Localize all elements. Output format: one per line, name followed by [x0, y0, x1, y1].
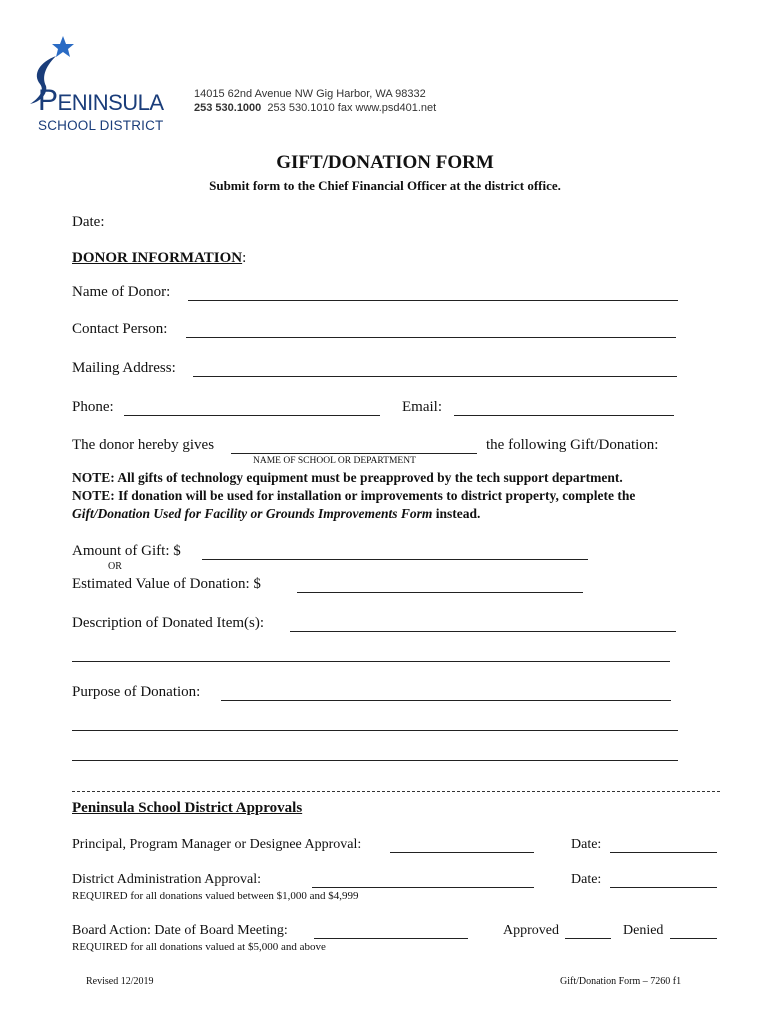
school-department-field[interactable]: [231, 453, 477, 454]
district-phone: 253 530.1000: [194, 102, 262, 114]
district-name-initial: P: [38, 84, 58, 117]
estimated-value-field[interactable]: [297, 592, 583, 593]
district-approval-field[interactable]: [312, 887, 534, 888]
phone-field[interactable]: [124, 415, 380, 416]
district-date-label: Date:: [571, 872, 602, 887]
purpose-field-3[interactable]: [72, 760, 678, 761]
note-improvements: NOTE: If donation will be used for installation or improvements to district property, complete the: [72, 488, 636, 503]
or-label: OR: [108, 561, 122, 572]
donor-gives-label: The donor hereby gives: [72, 437, 215, 453]
note-instead: instead.: [432, 506, 481, 521]
principal-date-label: Date:: [571, 837, 602, 852]
denied-field[interactable]: [670, 938, 717, 939]
purpose-label: Purpose of Donation:: [72, 684, 201, 700]
following-gift-label: the following Gift/Donation:: [486, 437, 659, 453]
form-number: Gift/Donation Form – 7260 f1: [560, 976, 682, 987]
amount-field[interactable]: [202, 559, 588, 560]
star-icon: [52, 36, 74, 57]
donor-name-label: Name of Donor:: [72, 284, 171, 300]
form-title: GIFT/DONATION FORM: [276, 152, 494, 173]
phone-label: Phone:: [72, 399, 114, 415]
approved-label: Approved: [503, 923, 559, 938]
district-address: 14015 62nd Avenue NW Gig Harbor, WA 98332: [194, 88, 426, 100]
amount-label: Amount of Gift: $: [72, 543, 181, 559]
purpose-field-1[interactable]: [221, 700, 671, 701]
description-label: Description of Donated Item(s):: [72, 615, 265, 631]
mailing-address-field[interactable]: [193, 376, 677, 377]
principal-approval-field[interactable]: [390, 852, 534, 853]
date-label: Date:: [72, 214, 105, 230]
facility-form-reference: Gift/Donation Used for Facility or Grounds Improvements Form: [72, 506, 433, 521]
principal-approval-label: Principal, Program Manager or Designee Approval:: [72, 837, 362, 852]
donor-info-heading-text: DONOR INFORMATION: [72, 250, 243, 266]
district-approval-label: District Administration Approval:: [72, 872, 261, 887]
donor-info-heading: [72, 250, 246, 267]
district-name: [38, 84, 164, 118]
donor-info-heading-colon: :: [242, 250, 247, 266]
description-field-2[interactable]: [72, 661, 670, 662]
district-subtitle: SCHOOL DISTRICT: [38, 118, 164, 133]
mailing-address-label: Mailing Address:: [72, 360, 176, 376]
email-label: Email:: [402, 399, 442, 415]
board-meeting-label: Board Action: Date of Board Meeting:: [72, 923, 288, 938]
board-approval-requirement: REQUIRED for all donations valued at $5,000 and above: [72, 941, 326, 953]
board-meeting-date-field[interactable]: [314, 938, 468, 939]
district-approval-requirement: REQUIRED for all donations valued between $1,000 and $4,999: [72, 890, 359, 902]
district-date-field[interactable]: [610, 887, 717, 888]
note-technology: NOTE: All gifts of technology equipment must be preapproved by the tech support department.: [72, 470, 623, 485]
section-divider: [72, 791, 720, 792]
approvals-heading: Peninsula School District Approvals: [72, 800, 303, 816]
district-contact: [194, 102, 436, 114]
contact-person-field[interactable]: [186, 337, 676, 338]
note-improvements-cont: [72, 506, 480, 522]
contact-person-label: Contact Person:: [72, 321, 168, 337]
purpose-field-2[interactable]: [72, 730, 678, 731]
estimated-value-label: Estimated Value of Donation: $: [72, 576, 261, 592]
district-fax-web: 253 530.1010 fax www.psd401.net: [267, 102, 437, 114]
approved-field[interactable]: [565, 938, 611, 939]
principal-date-field[interactable]: [610, 852, 717, 853]
school-department-caption: NAME OF SCHOOL OR DEPARTMENT: [253, 456, 416, 466]
revision-date: Revised 12/2019: [86, 976, 154, 987]
denied-label: Denied: [623, 923, 664, 938]
email-field[interactable]: [454, 415, 674, 416]
district-name-rest: ENINSULA: [57, 90, 164, 115]
form-subtitle: Submit form to the Chief Financial Officer at the district office.: [209, 178, 561, 193]
donor-name-field[interactable]: [188, 300, 678, 301]
description-field-1[interactable]: [290, 631, 676, 632]
